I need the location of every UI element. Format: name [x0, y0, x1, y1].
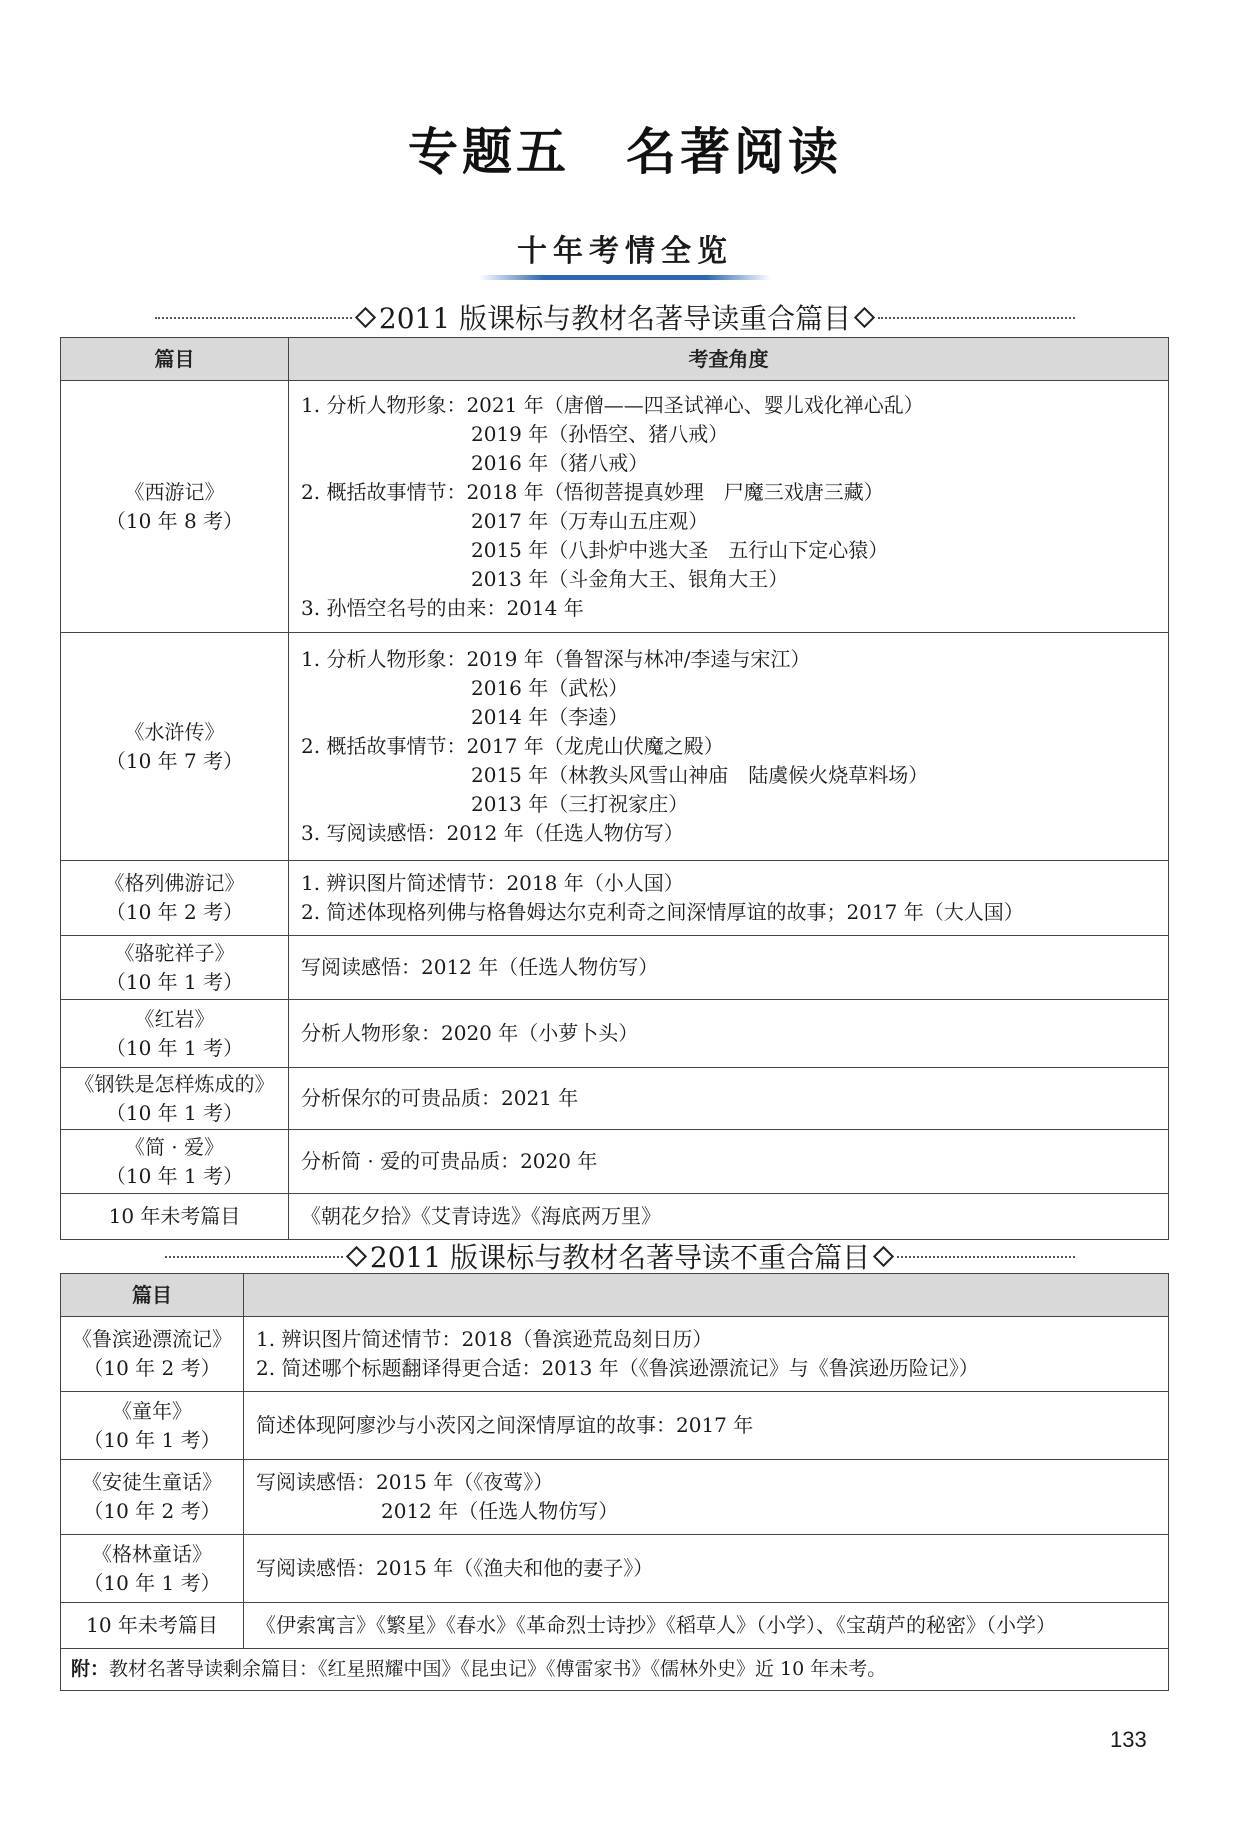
table-row — [61, 1000, 1169, 1068]
table-header — [61, 338, 1169, 381]
angle-cell: 1. 分析人物形象：2019 年（鲁智深与林冲/李逵与宋江） 2016 年（武松） 2014 年（李逵） 2. 概括故事情节：2017 年（龙虎山伏魔之殿） 2015 年（林教头风雪山神庙 陆虞候火烧草料场） 2013 年（三打祝家庄） 3. 写阅读感悟：2012 年（任选人物仿写） — [289, 633, 1169, 861]
angle-cell: 1. 辨识图片简述情节：2018（鲁滨逊荒岛刻日历） 2. 简述哪个标题翻译得更合适：2013 年（《鲁滨逊漂流记》与《鲁滨逊历险记》） — [244, 1317, 1169, 1392]
angle-cell: 1. 分析人物形象：2021 年（唐僧——四圣试禅心、婴儿戏化禅心乱） 2019 年（孙悟空、猪八戒） 2016 年（猪八戒） 2. 概括故事情节：2018 年（悟彻菩提真妙理 尸魔三戏唐三藏） 2017 年（万寿山五庄观） 2015 年（八卦炉中逃大圣 五行山下定心猿） 2013 年（斗金角大王、银角大王） 3. 孙悟空名号的由来：2014 年 — [289, 381, 1169, 633]
book-cell: 《安徒生童话》 （10 年 2 考） — [61, 1460, 244, 1535]
table-row — [61, 1392, 1169, 1460]
book-cell: 《童年》 （10 年 1 考） — [61, 1392, 244, 1460]
diamond-icon — [346, 1245, 367, 1266]
subtitle-wrap — [0, 226, 1250, 276]
subtitle: 十年考情全览 — [503, 226, 747, 276]
book-cell: 10 年未考篇目 — [61, 1603, 244, 1649]
note-row — [61, 1649, 1169, 1691]
table-row — [61, 633, 1169, 861]
dotted-rule — [155, 317, 352, 319]
angle-cell: 分析人物形象：2020 年（小萝卜头） — [289, 1000, 1169, 1068]
table-row — [61, 381, 1169, 633]
book-cell: 《红岩》 （10 年 1 考） — [61, 1000, 289, 1068]
book-cell: 《水浒传》 （10 年 7 考） — [61, 633, 289, 861]
angle-cell: 写阅读感悟：2015 年（《渔夫和他的妻子》） — [244, 1535, 1169, 1603]
book-cell: 《骆驼祥子》 （10 年 1 考） — [61, 936, 289, 1000]
col-book-header: 篇目 — [61, 1274, 244, 1317]
table-row — [61, 1460, 1169, 1535]
dotted-rule — [878, 317, 1075, 319]
page-title: 专题五 名著阅读 — [408, 123, 842, 181]
section2-heading: 2011 版课标与教材名著导读不重合篇目 — [165, 1236, 1075, 1276]
angle-cell: 《伊索寓言》《繁星》《春水》《革命烈士诗抄》《稻草人》（小学）、《宝葫芦的秘密》（小学） — [244, 1603, 1169, 1649]
angle-cell: 写阅读感悟：2012 年（任选人物仿写） — [289, 936, 1169, 1000]
dotted-rule — [897, 1256, 1075, 1258]
note-cell: 附：教材名著导读剩余篇目：《红星照耀中国》《昆虫记》《傅雷家书》《儒林外史》近 10 年未考。 — [61, 1649, 1169, 1691]
table-row — [61, 1603, 1169, 1649]
dotted-rule — [165, 1256, 343, 1258]
table-row — [61, 1317, 1169, 1392]
table-row — [61, 1130, 1169, 1194]
angle-cell: 简述体现阿廖沙与小茨冈之间深情厚谊的故事：2017 年 — [244, 1392, 1169, 1460]
angle-cell: 分析保尔的可贵品质：2021 年 — [289, 1068, 1169, 1130]
col-empty-header — [244, 1274, 1169, 1317]
section1-heading: 2011 版课标与教材名著导读重合篇目 — [155, 297, 1075, 337]
book-cell: 《格林童话》 （10 年 1 考） — [61, 1535, 244, 1603]
angle-cell: 分析简 · 爱的可贵品质：2020 年 — [289, 1130, 1169, 1194]
diamond-icon — [873, 1245, 894, 1266]
book-cell: 《简 · 爱》 （10 年 1 考） — [61, 1130, 289, 1194]
page-number: 133 — [1110, 1727, 1147, 1752]
book-cell: 《西游记》 （10 年 8 考） — [61, 381, 289, 633]
angle-cell: 写阅读感悟：2015 年（《夜莺》） 2012 年（任选人物仿写） — [244, 1460, 1169, 1535]
book-cell: 10 年未考篇目 — [61, 1194, 289, 1240]
angle-cell: 1. 辨识图片简述情节：2018 年（小人国） 2. 简述体现格列佛与格鲁姆达尔克利奇之间深情厚谊的故事；2017 年（大人国） — [289, 861, 1169, 936]
table-row — [61, 1068, 1169, 1130]
table-row — [61, 1194, 1169, 1240]
table-row — [61, 936, 1169, 1000]
angle-cell: 《朝花夕拾》《艾青诗选》《海底两万里》 — [289, 1194, 1169, 1240]
col-angle-header: 考查角度 — [289, 338, 1169, 381]
non-overlap-table — [60, 1273, 1169, 1691]
book-cell: 《鲁滨逊漂流记》 （10 年 2 考） — [61, 1317, 244, 1392]
table-row — [61, 1535, 1169, 1603]
book-cell: 《钢铁是怎样炼成的》 （10 年 1 考） — [61, 1068, 289, 1130]
diamond-icon — [854, 306, 875, 327]
diamond-icon — [355, 306, 376, 327]
table-row — [61, 861, 1169, 936]
overlap-table — [60, 337, 1169, 1240]
table-header — [61, 1274, 1169, 1317]
col-book-header: 篇目 — [61, 338, 289, 381]
book-cell: 《格列佛游记》 （10 年 2 考） — [61, 861, 289, 936]
